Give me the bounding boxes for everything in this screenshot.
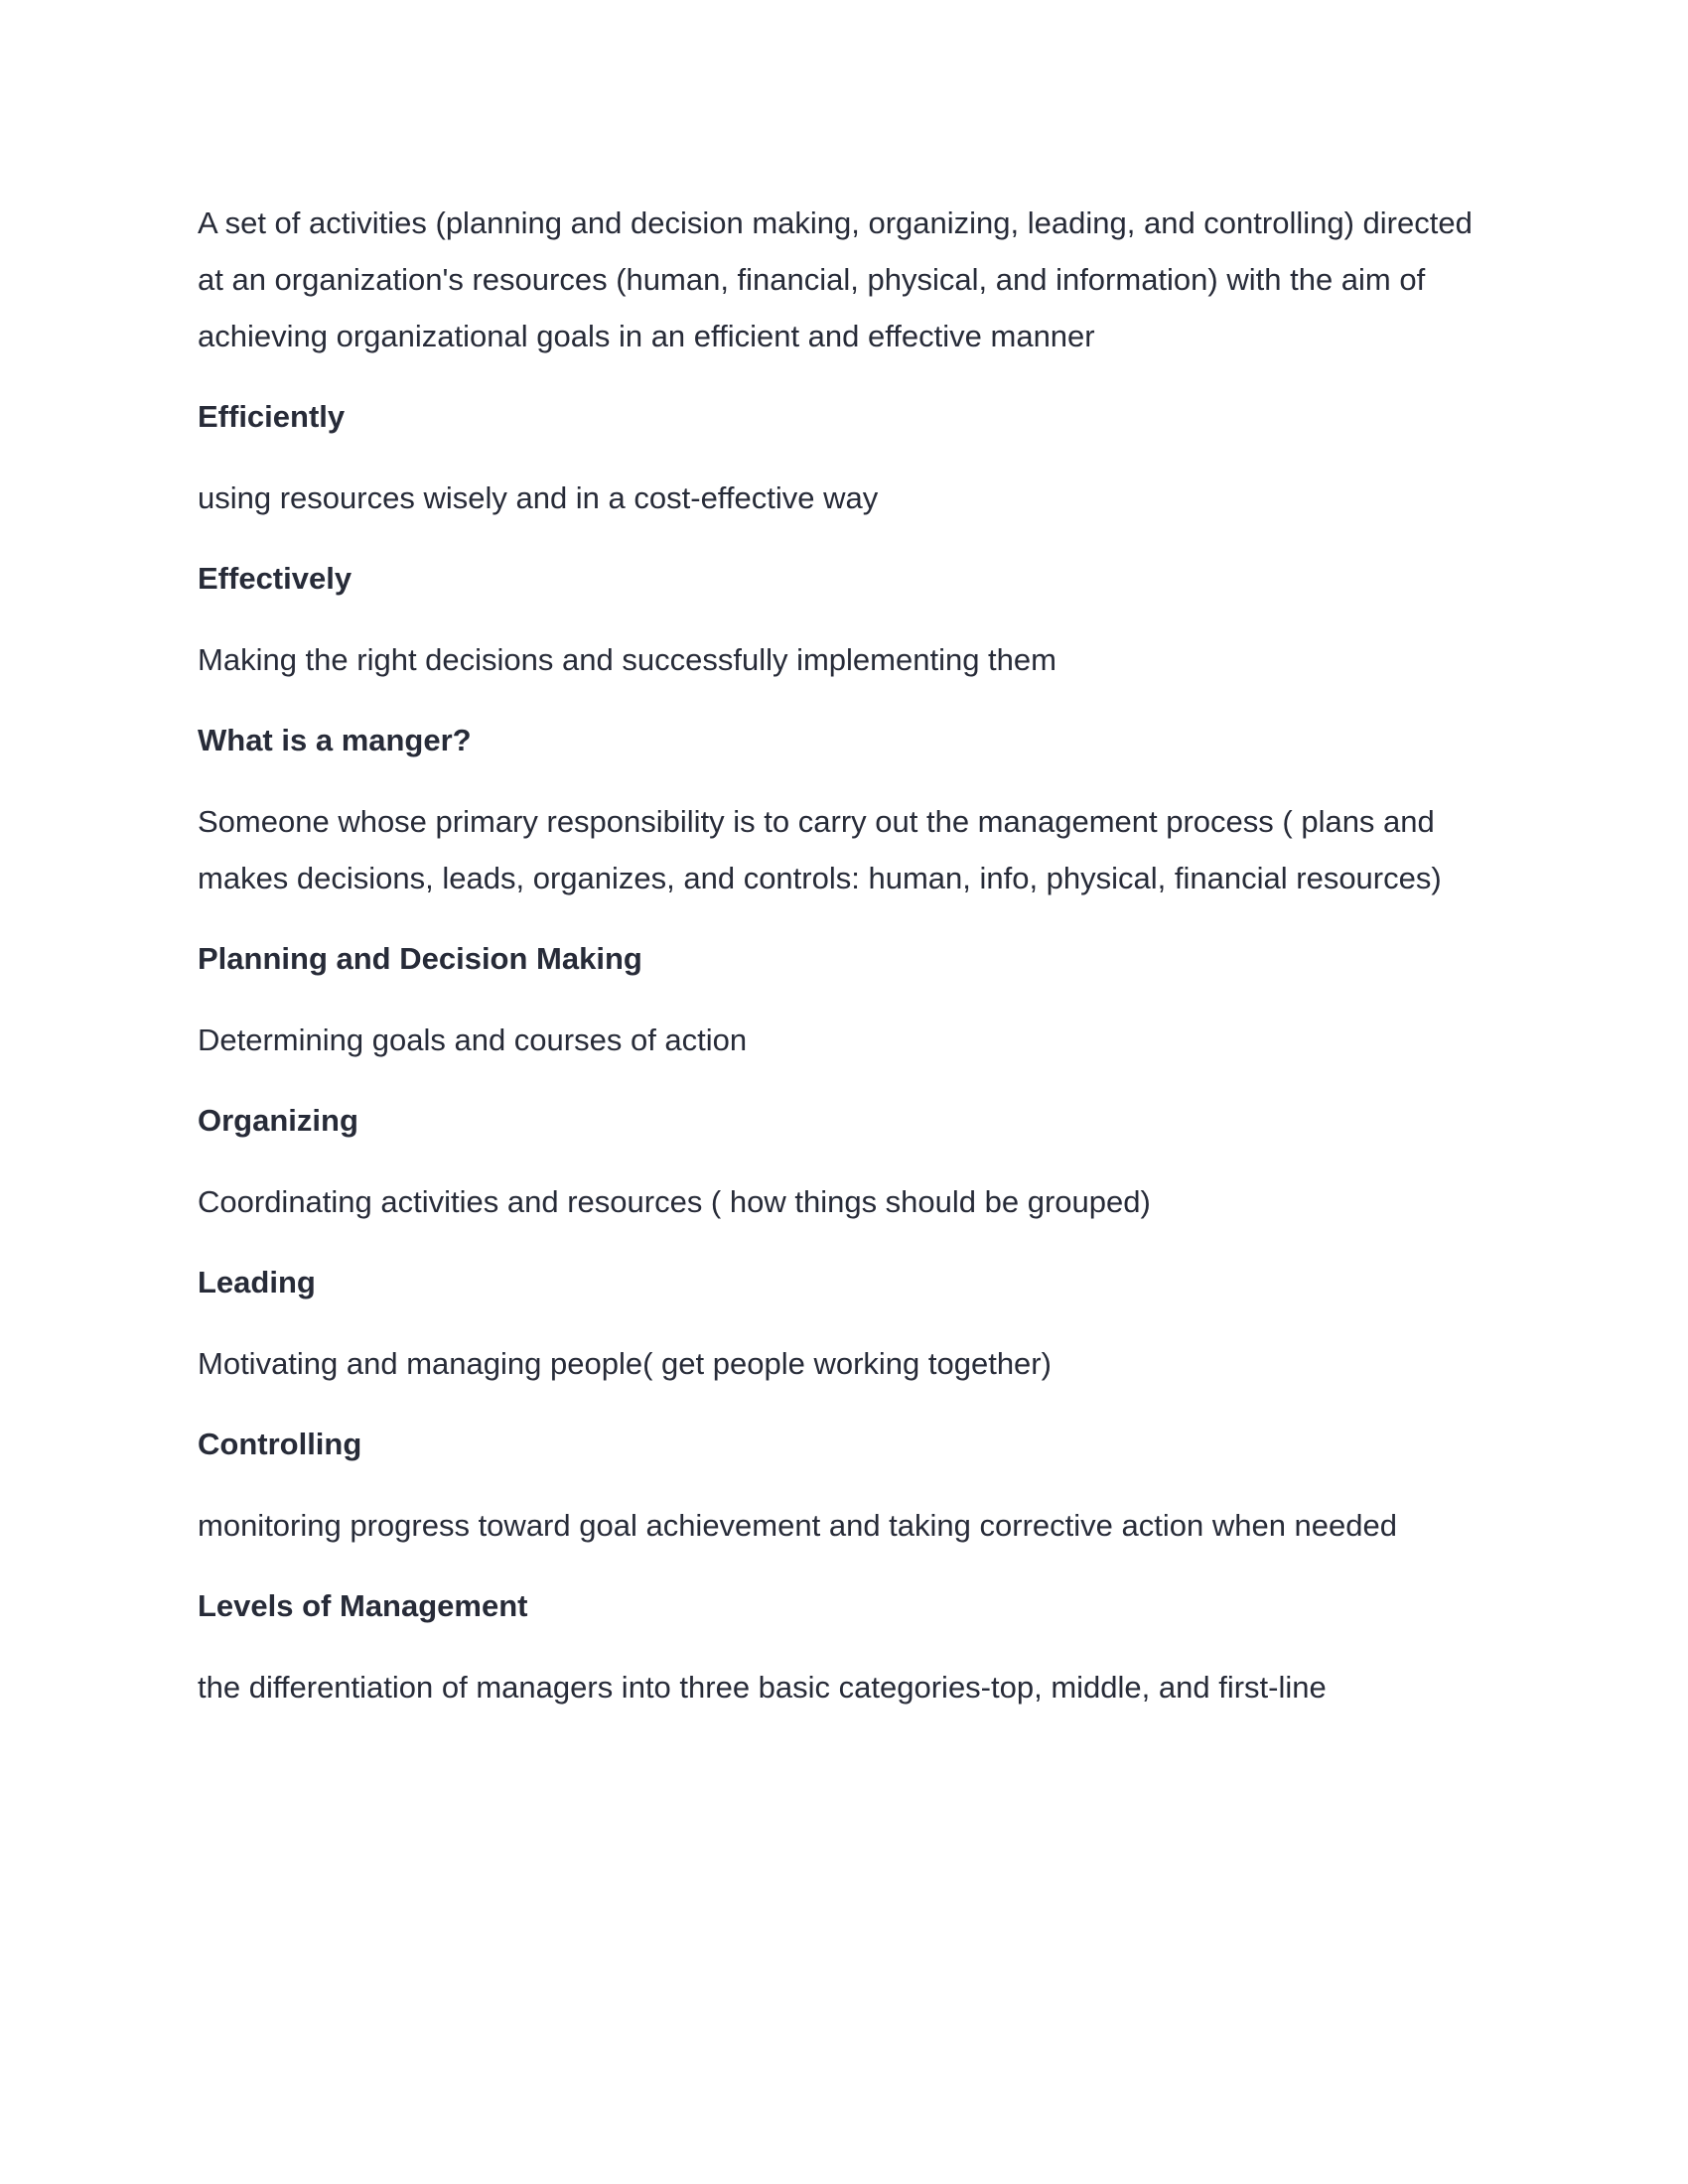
term-heading: Efficiently: [198, 399, 346, 434]
entry-organizing: [198, 1068, 1498, 1230]
term-definition: using resources wisely and in a cost-effective way: [198, 480, 879, 515]
term-heading: What is a manger?: [198, 723, 472, 757]
entry-effectively: [198, 526, 1498, 688]
entry-efficiently: [198, 364, 1498, 526]
term-heading: Organizing: [198, 1103, 358, 1138]
term-definition: Someone whose primary responsibility is to carry out the management process ( plans and makes decisions, leads, organizes, and controls: human, info, physical, financial resources): [198, 804, 1442, 895]
entry-leading: [198, 1230, 1498, 1392]
term-heading: Effectively: [198, 561, 352, 596]
term-definition: monitoring progress toward goal achievement and taking corrective action when needed: [198, 1508, 1397, 1543]
term-definition: the differentiation of managers into three basic categories-top, middle, and first-line: [198, 1670, 1327, 1705]
term-definition: Determining goals and courses of action: [198, 1023, 748, 1057]
term-heading: Planning and Decision Making: [198, 941, 642, 976]
term-definition: Coordinating activities and resources ( how things should be grouped): [198, 1184, 1151, 1219]
entry-levels-of-management: [198, 1554, 1498, 1715]
term-heading: Levels of Management: [198, 1588, 528, 1623]
entry-what-is-a-manager: [198, 688, 1498, 906]
document-page: [198, 195, 1498, 1715]
term-heading: Leading: [198, 1265, 316, 1299]
entry-planning: [198, 906, 1498, 1068]
term-heading: Controlling: [198, 1427, 362, 1461]
entry-controlling: [198, 1392, 1498, 1554]
intro-paragraph: A set of activities (planning and decision making, organizing, leading, and controlling) directed at an organization's resources (human, financial, physical, and information) with the aim of achieving organizational goals in an efficient and effective manner: [198, 205, 1473, 353]
term-definition: Making the right decisions and successfully implementing them: [198, 642, 1056, 677]
term-definition: Motivating and managing people( get people working together): [198, 1346, 1052, 1381]
